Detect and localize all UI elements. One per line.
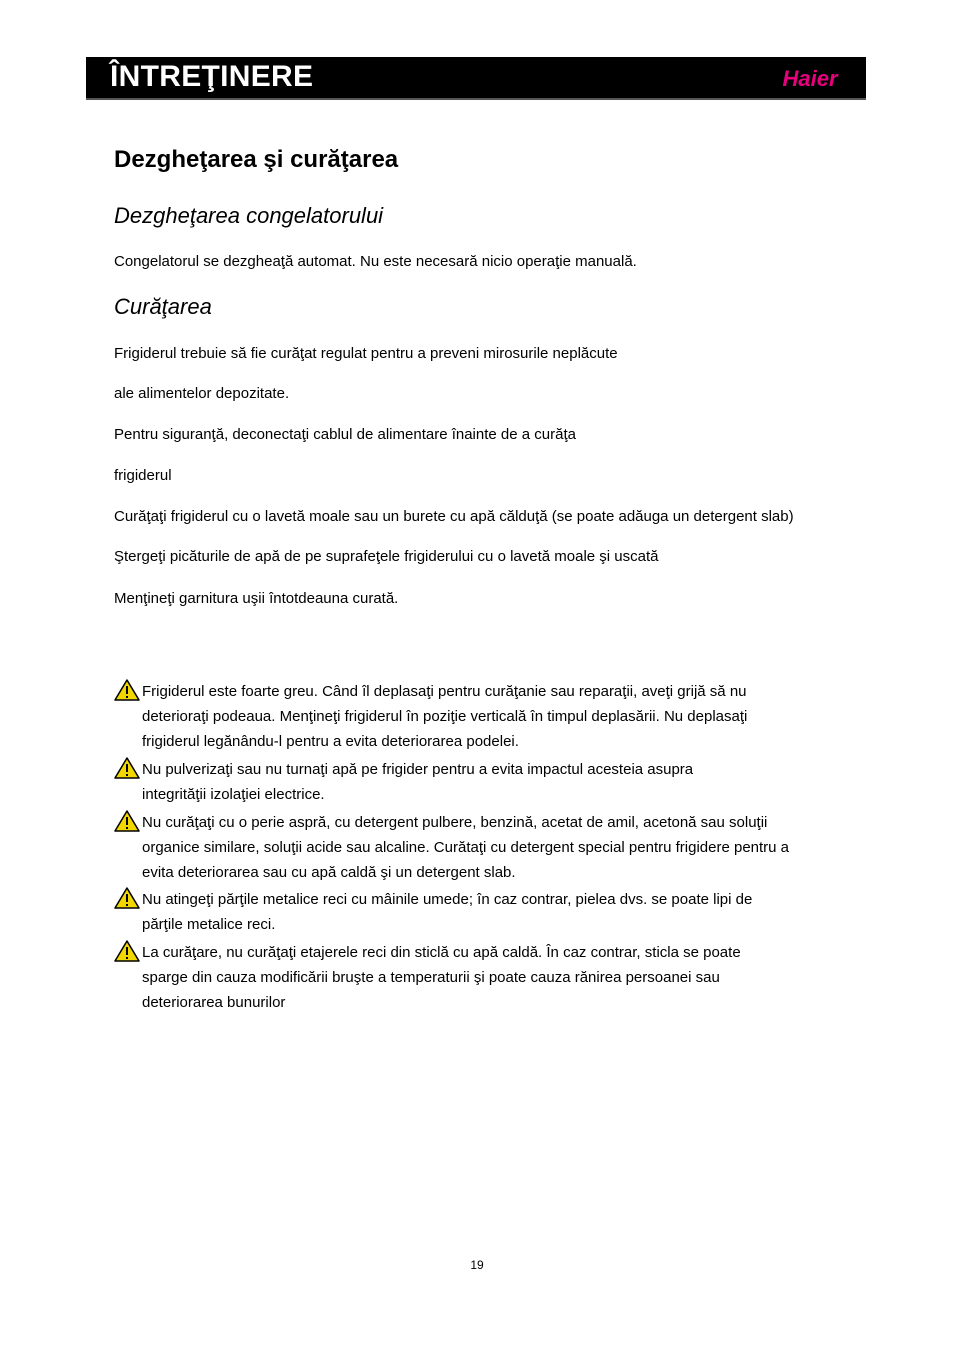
cleaning-line: frigiderul [114, 467, 172, 484]
warning-triangle-icon [114, 757, 140, 779]
warning-line: deterioraţi podeaua. Menţineţi frigiderul în poziţie verticală în timpul deplasării. Nu deplasaţi [142, 708, 748, 725]
warning-triangle-icon [114, 887, 140, 909]
svg-text:Haier: Haier [782, 66, 838, 91]
subsection-title-cleaning: Curăţarea [114, 294, 212, 319]
warning-line: frigiderul legănându-l pentru a evita deteriorarea podelei. [142, 733, 519, 750]
warning-line: Nu pulverizaţi sau nu turnaţi apă pe frigider pentru a evita impactul acesteia asupra [142, 761, 694, 778]
cleaning-line: Pentru siguranţă, deconectaţi cablul de alimentare înainte de a curăţa [114, 426, 576, 443]
warning-triangle-icon [114, 810, 140, 832]
cleaning-line: Frigiderul trebuie să fie curăţat regulat pentru a preveni mirosurile neplăcute [114, 345, 618, 362]
section-title: Dezgheţarea şi curăţarea [114, 146, 399, 173]
haier-logo [772, 65, 848, 91]
warning-line: Nu curăţaţi cu o perie aspră, cu detergent pulbere, benzină, acetat de amil, acetonă sau soluţii [142, 814, 768, 831]
warning-line: organice similare, soluţii acide sau alcaline. Curătaţi cu detergent special pentru frigidere pentru a [142, 839, 790, 856]
warning-line: deteriorarea bunurilor [142, 994, 286, 1011]
warning-item [114, 940, 854, 1015]
warning-line: părţile metalice reci. [142, 916, 276, 933]
warning-line: Frigiderul este foarte greu. Când îl deplasaţi pentru curăţanie sau reparaţii, aveţi grijă să nu [142, 683, 747, 700]
warning-triangle-icon [114, 940, 140, 962]
warning-line: Nu atingeţi părţile metalice reci cu mâinile umede; în caz contrar, pielea dvs. se poate lipi de [142, 891, 753, 908]
warning-item [114, 887, 854, 937]
page-header-bar [86, 57, 866, 100]
warning-line: sparge din cauza modificării bruşte a temperaturii şi poate cauza rănirea persoanei sau [142, 969, 720, 986]
warning-triangle-icon [114, 679, 140, 701]
warning-item [114, 679, 854, 754]
defrost-text: Congelatorul se dezgheaţă automat. Nu este necesară nicio operaţie manuală. [114, 253, 637, 270]
warning-line: evita deteriorarea sau cu apă caldă şi un detergent slab. [142, 864, 516, 881]
subsection-title-defrost: Dezgheţarea congelatorului [114, 203, 384, 228]
cleaning-line: Ştergeţi picăturile de apă de pe suprafeţele frigiderului cu o lavetă moale şi uscată [114, 548, 659, 565]
page-number: 19 [470, 1258, 484, 1272]
warning-item [114, 810, 854, 885]
page-title: ÎNTREŢINERE [110, 60, 314, 93]
warning-line: integrităţii izolaţiei electrice. [142, 786, 325, 803]
warning-line: La curăţare, nu curăţaţi etajerele reci din sticlă cu apă caldă. În caz contrar, sticla se poate [142, 944, 741, 961]
cleaning-line: Curăţaţi frigiderul cu o lavetă moale sau un burete cu apă călduţă (se poate adăuga un detergent slab) [114, 508, 794, 525]
warning-item [114, 757, 854, 807]
cleaning-line: ale alimentelor depozitate. [114, 385, 290, 402]
cleaning-line: Menţineţi garnitura uşii întotdeauna curată. [114, 590, 399, 607]
